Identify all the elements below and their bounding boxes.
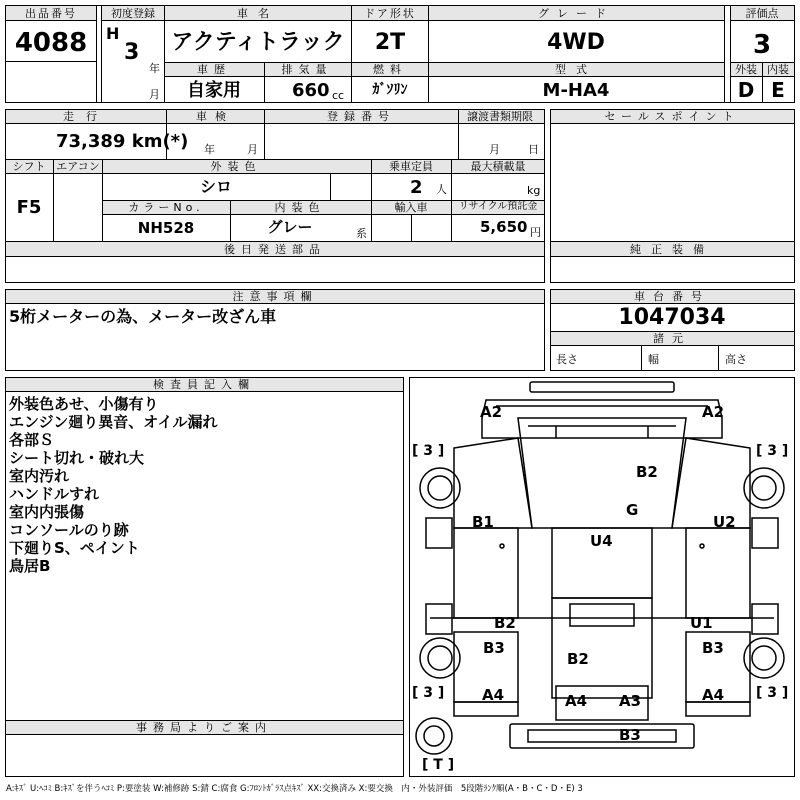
inspector-notes	[9, 395, 218, 575]
shift-value: F5	[16, 197, 42, 218]
chassis-value: 1047034	[618, 305, 726, 330]
fuel-value: ｶﾞｿﾘﾝ	[372, 82, 408, 98]
load-unit: kg	[527, 184, 541, 197]
damage-mark: B1	[472, 513, 494, 531]
capacity-value: 2	[410, 177, 423, 198]
caution-text: 5桁メーターの為、メーター改ざん車	[9, 307, 277, 326]
capacity-label: 乗車定員	[389, 160, 433, 173]
color-no-label: カラーNo.	[128, 201, 204, 214]
damage-mark: U2	[713, 513, 736, 531]
transfer-doc-label: 譲渡書類期限	[467, 110, 533, 123]
inspector-line: 下廻りS、ペイント	[9, 539, 140, 557]
interior-grade: E	[771, 78, 785, 102]
grade-value: 4WD	[547, 30, 605, 55]
first-reg-label: 初度登録	[111, 7, 155, 20]
exterior-label: 外装	[735, 63, 757, 76]
reg-number-label: 登録番号	[327, 110, 395, 123]
damage-mark: B2	[567, 650, 589, 668]
model-name: アクティトラック	[171, 30, 345, 55]
displacement-value: 660	[292, 80, 330, 101]
lot-no: 4088	[14, 28, 88, 58]
damage-mark: G	[626, 501, 639, 519]
office-label: 事務局よりご案内	[136, 721, 272, 734]
lot-no-label: 出品番号	[25, 7, 77, 20]
chassis-label: 車台番号	[634, 290, 710, 303]
damage-mark: A2	[702, 403, 725, 421]
damage-mark: A4	[482, 686, 505, 704]
import-label: 輸入車	[394, 201, 428, 214]
inspector-line: 外装色あせ、小傷有り	[9, 395, 159, 413]
era: H	[106, 24, 120, 43]
spec-label: 諸元	[653, 332, 691, 345]
recycle-unit: 円	[530, 226, 541, 239]
doors-value: 2T	[374, 30, 406, 55]
reg-year: 3	[124, 40, 140, 65]
inspector-line: 室内汚れ	[9, 467, 70, 485]
mileage-value: 73,389 km(*)	[56, 131, 189, 152]
legend: A:ｷｽﾞ U:ﾍｺﾐ B:ｷｽﾞを伴うﾍｺﾐ P:要塗装 W:補修跡 S:錆 C:腐食 G:ﾌﾛﾝﾄｶﾞﾗｽ点ｷｽﾞ XX:交換済み X:要交換 内・外装評価 5段階ﾗﾝｸ順(A・B・C・D・E) 3	[6, 784, 583, 794]
shift-label: シフト	[12, 160, 46, 173]
inspection-year-unit: 年	[204, 143, 215, 156]
height-label: 高さ	[725, 353, 747, 366]
year-unit: 年	[149, 62, 160, 75]
width-label: 幅	[648, 353, 659, 366]
sales-point-label: セールスポイント	[604, 110, 740, 123]
fuel-label: 燃料	[373, 63, 407, 76]
capacity-unit: 人	[436, 183, 447, 196]
damage-mark: U1	[690, 614, 713, 632]
recycle-value: 5,650	[480, 218, 528, 236]
int-color-suffix: 系	[356, 227, 367, 240]
color-no-value: NH528	[137, 219, 195, 237]
tire-tread: [ 3 ]	[412, 443, 445, 459]
damage-mark: A3	[619, 692, 642, 710]
displacement-label: 排気量	[281, 63, 333, 76]
month-unit: 月	[149, 88, 160, 101]
spare-tire: [ T ]	[422, 757, 455, 773]
color-value: シロ	[199, 177, 233, 196]
color-label: 外装色	[210, 160, 262, 173]
caution-label: 注意事項欄	[232, 290, 318, 303]
model-label: 車名	[237, 7, 279, 20]
int-color-label: 内装色	[274, 201, 326, 214]
damage-mark: A4	[565, 692, 588, 710]
score-value: 3	[752, 30, 772, 60]
score-label: 評価点	[745, 7, 779, 20]
damage-mark: B2	[636, 463, 658, 481]
mileage-label: 走行	[63, 110, 109, 123]
displacement-unit: cc	[332, 89, 345, 102]
damage-mark: B3	[483, 639, 505, 657]
history-label: 車歴	[197, 63, 231, 76]
int-color-value: グレー	[267, 218, 313, 236]
transfer-month-unit: 月	[489, 143, 500, 156]
equipment-label: 純正装備	[630, 243, 714, 256]
inspector-line: シート切れ・破れ大	[9, 449, 145, 467]
interior-label: 内装	[767, 63, 789, 76]
tire-tread: [ 3 ]	[756, 685, 789, 701]
inspector-line: コンソールのり跡	[9, 521, 129, 539]
later-parts-label: 後日発送部品	[224, 243, 326, 256]
damage-mark: B3	[702, 639, 724, 657]
recycle-label: リサイクル預託金	[458, 201, 538, 212]
inspection-label: 車検	[196, 110, 234, 123]
inspector-line: 鳥居B	[9, 557, 51, 575]
inspector-line: 各部Ｓ	[9, 431, 55, 449]
damage-mark: B3	[619, 726, 641, 744]
load-label: 最大積載量	[470, 160, 526, 173]
ac-label: エアコン	[56, 160, 100, 173]
damage-diagram	[409, 377, 795, 777]
inspector-line: エンジン廻り異音、オイル漏れ	[9, 413, 218, 431]
damage-mark: A2	[480, 403, 503, 421]
type-label: 型式	[555, 63, 597, 76]
tire-tread: [ 3 ]	[756, 443, 789, 459]
damage-mark: B2	[494, 614, 516, 632]
inspection-month-unit: 月	[247, 143, 258, 156]
truck-outline	[410, 378, 794, 776]
inspector-line: 室内内張傷	[9, 503, 85, 521]
length-label: 長さ	[556, 353, 578, 366]
type-value: M-HA4	[542, 80, 610, 101]
inspector-label: 検査員記入欄	[153, 378, 255, 391]
grade-label: グレード	[538, 7, 614, 20]
inspector-line: ハンドルすれ	[9, 485, 100, 503]
tire-tread: [ 3 ]	[412, 685, 445, 701]
exterior-grade: D	[737, 78, 755, 102]
damage-mark: A4	[702, 686, 725, 704]
history-value: 自家用	[187, 80, 241, 101]
doors-label: ドア形状	[364, 7, 416, 20]
damage-mark: U4	[590, 532, 613, 550]
transfer-day-unit: 日	[528, 143, 539, 156]
